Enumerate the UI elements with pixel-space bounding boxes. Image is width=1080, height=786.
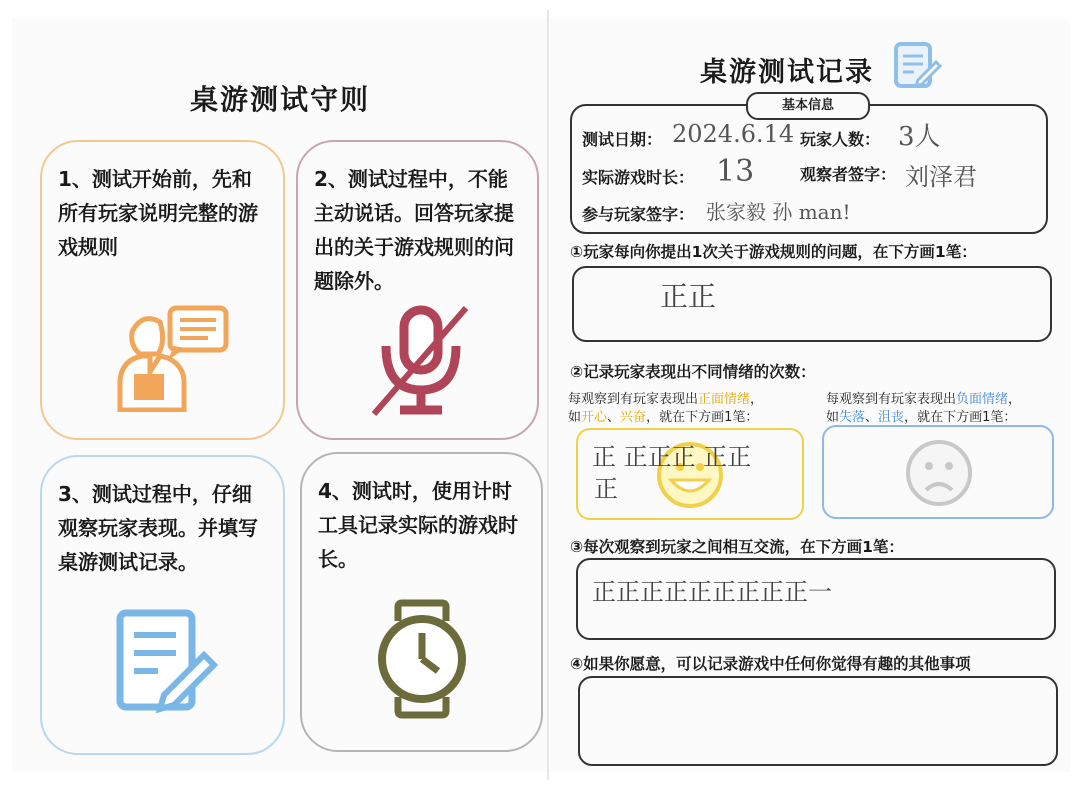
positive-tally-line-2: 正 bbox=[594, 475, 618, 503]
play-time-label: 实际游戏时长： bbox=[582, 168, 695, 187]
rules-title: 桌游测试守则 bbox=[190, 83, 371, 116]
negative-instruction-line-1: 每观察到有玩家表现出负面情绪， bbox=[826, 392, 1022, 407]
question-3-tally: 正正正正正正正正正一 bbox=[592, 578, 832, 606]
positive-tally-line-1: 正 正正正 正正 bbox=[592, 443, 752, 471]
mute-microphone-icon bbox=[366, 302, 476, 422]
question-4-text: ④如果你愿意，可以记录游戏中任何你觉得有趣的其他事项 bbox=[570, 655, 971, 673]
player-count-label: 玩家人数： bbox=[800, 130, 881, 149]
question-3-text: ③每次观察到玩家之间相互交流，在下方画1笔： bbox=[570, 538, 904, 556]
question-2-text: ②记录玩家表现出不同情绪的次数： bbox=[570, 363, 816, 381]
rule-card-3 bbox=[40, 455, 285, 755]
player-count-value: 3人 bbox=[898, 122, 941, 152]
rule-card-4 bbox=[300, 452, 543, 752]
question-1-text: ①玩家每向你提出1次关于游戏规则的问题，在下方画1笔： bbox=[570, 243, 977, 261]
rule-text-4: 4、测试时，使用计时工具记录实际的游戏时长。 bbox=[318, 479, 518, 571]
person-speaking-icon bbox=[112, 302, 232, 412]
sad-face-icon bbox=[904, 438, 974, 508]
document-edit-icon bbox=[112, 607, 222, 717]
observer-label: 观察者签字： bbox=[800, 165, 897, 184]
question-1-tally: 正正 bbox=[660, 280, 717, 313]
watch-clock-icon bbox=[372, 599, 472, 719]
test-date-label: 测试日期： bbox=[582, 130, 663, 149]
players-signature: 张家毅 孙 man! bbox=[706, 200, 851, 224]
rule-card-1 bbox=[40, 140, 285, 440]
basic-info-label: 基本信息 bbox=[746, 92, 870, 120]
positive-instruction-line-1: 每观察到有玩家表现出正面情绪， bbox=[568, 392, 764, 407]
question-1-answer-box[interactable] bbox=[572, 266, 1052, 342]
notepad-icon bbox=[892, 40, 942, 90]
rule-text-2: 2、测试过程中，不能主动说话。回答玩家提出的关于游戏规则的问题除外。 bbox=[314, 167, 514, 293]
observer-signature: 刘泽君 bbox=[905, 163, 977, 191]
rule-card-2 bbox=[296, 140, 539, 440]
rule-text-3: 3、测试过程中，仔细观察玩家表现。并填写桌游测试记录。 bbox=[58, 482, 258, 574]
rule-text-1: 1、测试开始前，先和所有玩家说明完整的游戏规则 bbox=[58, 167, 258, 259]
negative-instruction-line-2: 如失落、沮丧，就在下方画1笔： bbox=[826, 410, 1017, 425]
players-sign-label: 参与玩家签字： bbox=[582, 205, 695, 224]
positive-instruction-line-2: 如开心、兴奋，就在下方画1笔： bbox=[568, 410, 759, 425]
page-fold bbox=[547, 10, 549, 780]
question-4-answer-box[interactable] bbox=[578, 676, 1058, 766]
play-time-value: 13 bbox=[716, 154, 755, 189]
record-title: 桌游测试记录 bbox=[700, 57, 874, 88]
test-date-value: 2024.6.14 bbox=[672, 120, 795, 148]
